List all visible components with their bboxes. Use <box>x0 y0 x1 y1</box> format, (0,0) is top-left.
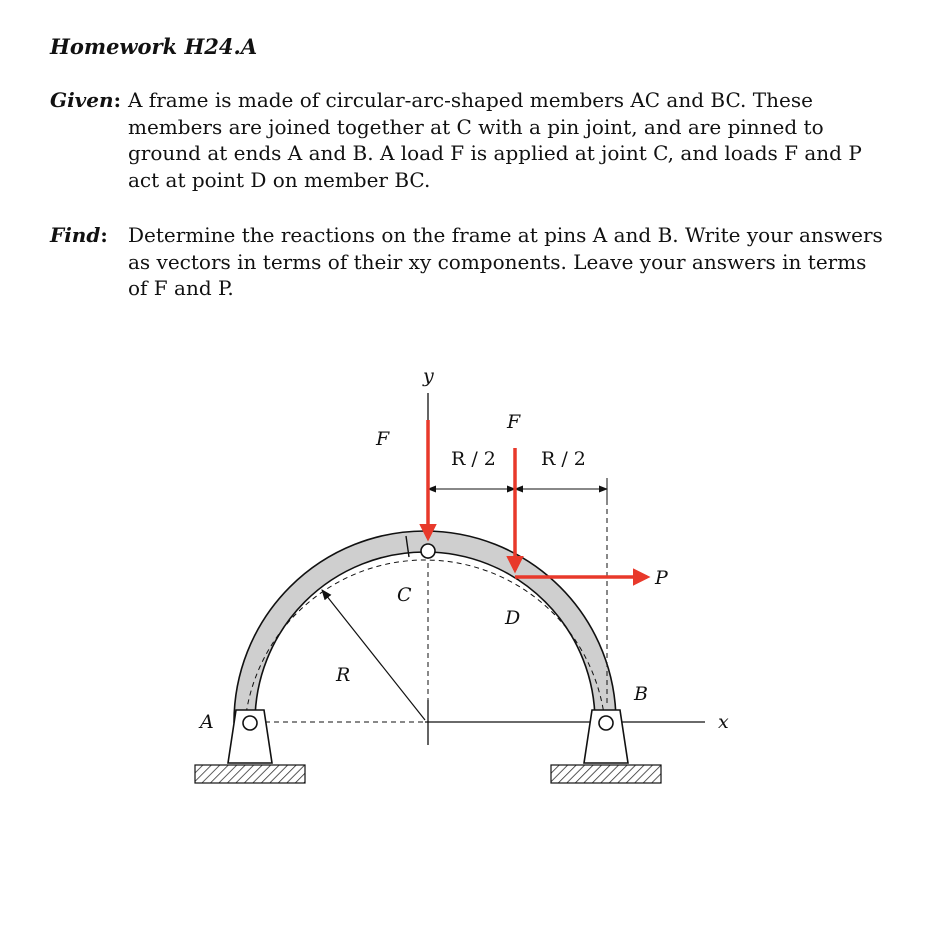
x-axis-label: x <box>718 711 729 733</box>
find-label: Find: <box>50 223 108 247</box>
point-d-label: D <box>505 607 521 629</box>
load-f-c-label: F <box>376 428 390 450</box>
ground-a <box>195 765 305 783</box>
ground-b <box>551 765 661 783</box>
support-b <box>551 710 661 783</box>
half-radius-label-left: R / 2 <box>451 448 496 470</box>
load-f-d-label: F <box>507 411 521 433</box>
point-b-label: B <box>634 683 648 705</box>
pin-b <box>599 716 613 730</box>
point-a-label: A <box>200 711 214 733</box>
homework-title: Homework H24.A <box>50 34 258 59</box>
pin-a <box>243 716 257 730</box>
given-label: Given: <box>50 88 121 112</box>
given-text: A frame is made of circular-arc-shaped members AC and BC. These members are joined together at C with a pin joint, and are pinned to ground at ends A and B. A load F is applied at joint C, and loads F and P act at point D on member BC. <box>128 88 862 192</box>
radius-arrow <box>322 590 425 720</box>
y-axis-label: y <box>423 365 434 387</box>
find-text: Determine the reactions on the frame at pins A and B. Write your answers as vectors in terms of their xy components. Leave your answers in terms of F and P. <box>128 223 883 300</box>
half-radius-label-right: R / 2 <box>541 448 586 470</box>
load-p-label: P <box>655 567 668 589</box>
radius-label: R <box>336 664 351 686</box>
point-c-label: C <box>397 584 412 606</box>
pin-c <box>421 544 435 558</box>
